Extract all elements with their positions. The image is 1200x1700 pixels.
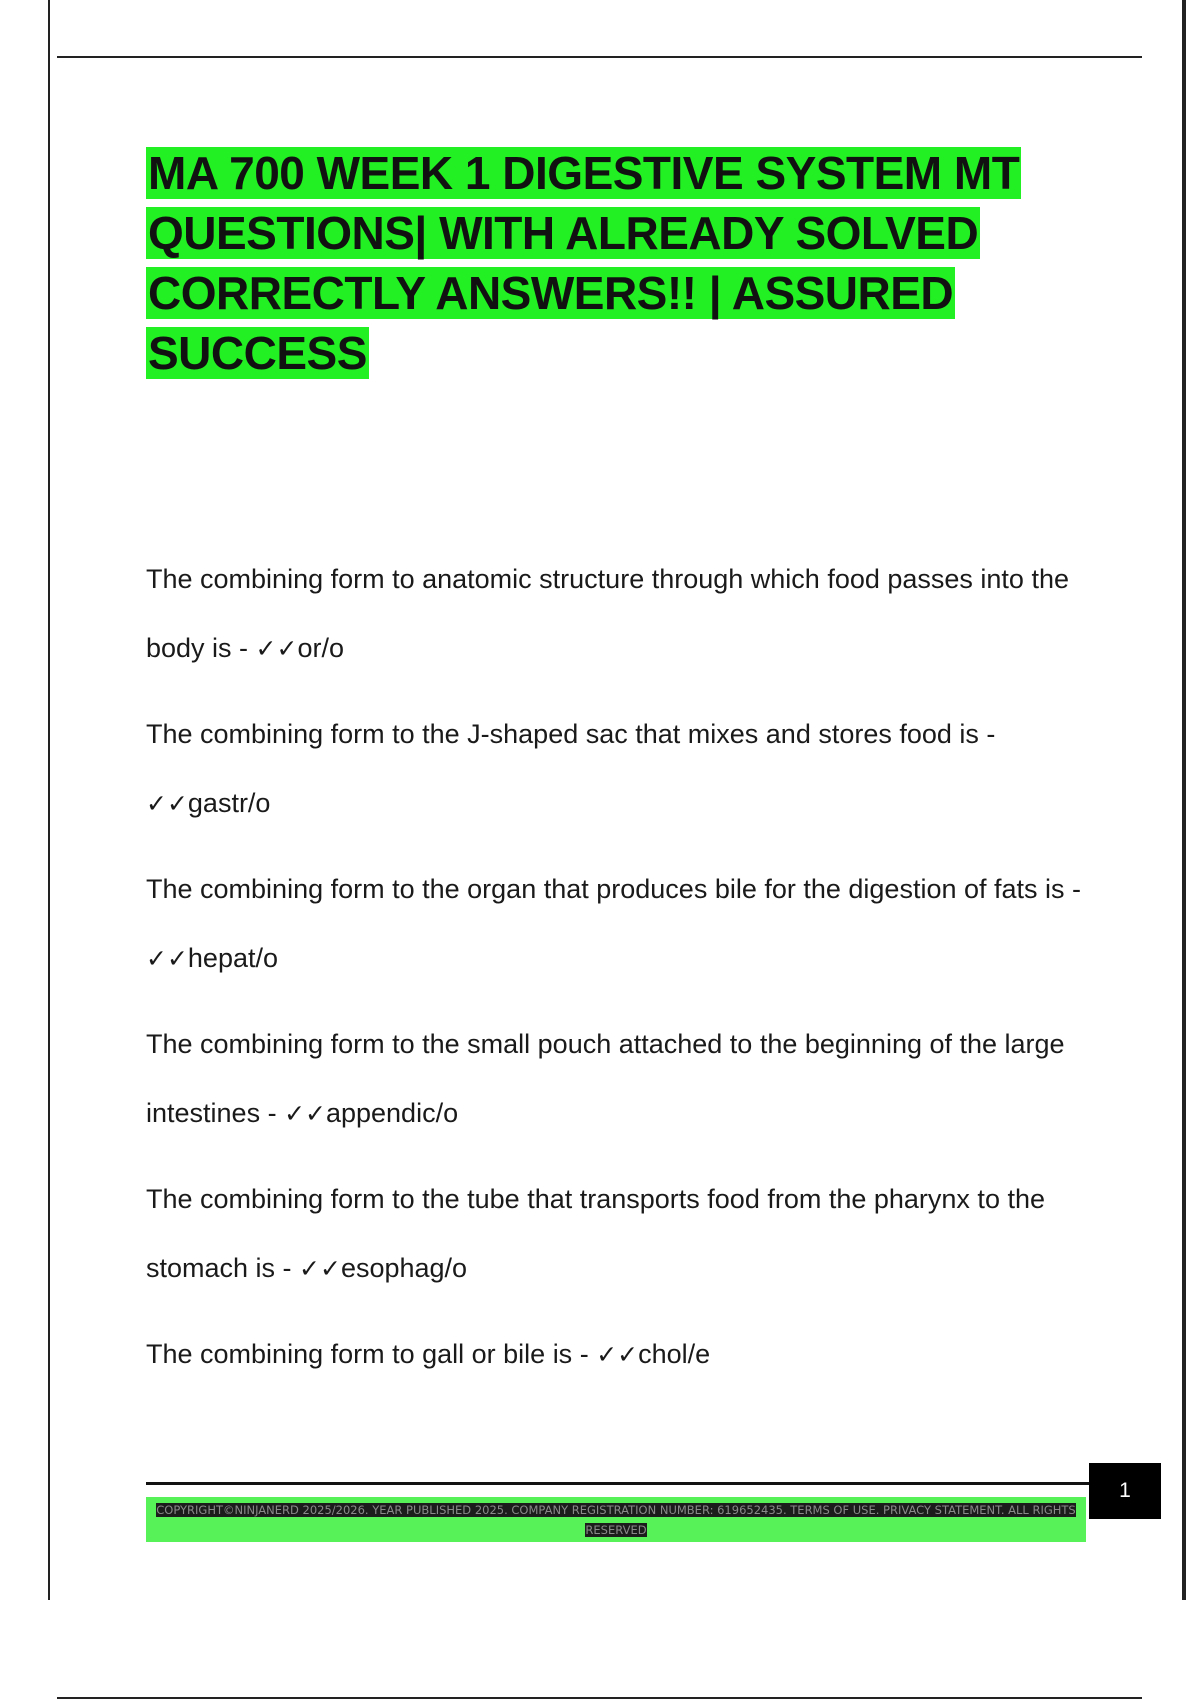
check-mark-icon: ✓✓ [299, 1254, 341, 1283]
copyright-text: COPYRIGHT©NINJANERD 2025/2026. YEAR PUBLISHED 2025. COMPANY REGISTRATION NUMBER: 619652435. TERMS OF USE. PRIVACY STATEMENT. ALL RIGHTS RESERVED [156, 1503, 1076, 1537]
check-mark-icon: ✓✓ [146, 944, 188, 973]
question-item [146, 700, 1101, 838]
answer-text: esophag/o [340, 1253, 468, 1283]
check-mark-icon: ✓✓ [284, 1099, 326, 1128]
question-item [146, 1010, 1101, 1148]
check-mark-icon: ✓✓ [255, 634, 298, 663]
question-text: The combining form to gall or bile is - [146, 1339, 597, 1369]
question-text: The combining form to the small pouch attached to the beginning of the large intestines - [146, 1029, 1065, 1128]
question-text: The combining form to the tube that transports food from the pharynx to the stomach is - [146, 1184, 1045, 1283]
answer-text: gastr/o [187, 788, 271, 818]
question-item [146, 855, 1101, 993]
check-mark-icon: ✓✓ [146, 789, 188, 818]
page-border-right [1182, 0, 1186, 1600]
answer-text: appendic/o [325, 1098, 459, 1128]
answer-text: chol/e [638, 1339, 711, 1369]
question-item [146, 1320, 1101, 1389]
header-rule [57, 56, 1142, 58]
question-text: The combining form to the J-shaped sac that mixes and stores food is - [146, 719, 996, 749]
question-text: The combining form to anatomic structure through which food passes into the body is - [146, 564, 1069, 663]
next-page-rule [57, 1697, 1142, 1699]
footer-rule [146, 1482, 1091, 1485]
document-title [146, 143, 1096, 383]
question-text: The combining form to the organ that produces bile for the digestion of fats is - [146, 874, 1082, 904]
page-border-left [48, 0, 50, 1600]
copyright-footer [146, 1497, 1086, 1542]
question-list [146, 545, 1101, 1406]
question-item [146, 1165, 1101, 1303]
answer-text: or/o [297, 633, 344, 663]
answer-text: hepat/o [187, 943, 278, 973]
document-title-text: MA 700 WEEK 1 DIGESTIVE SYSTEM MT QUESTIONS| WITH ALREADY SOLVED CORRECTLY ANSWERS!! | ASSURED SUCCESS [148, 147, 1020, 379]
page-number: 1 [1089, 1463, 1161, 1519]
question-item [146, 545, 1101, 683]
check-mark-icon: ✓✓ [596, 1340, 639, 1369]
